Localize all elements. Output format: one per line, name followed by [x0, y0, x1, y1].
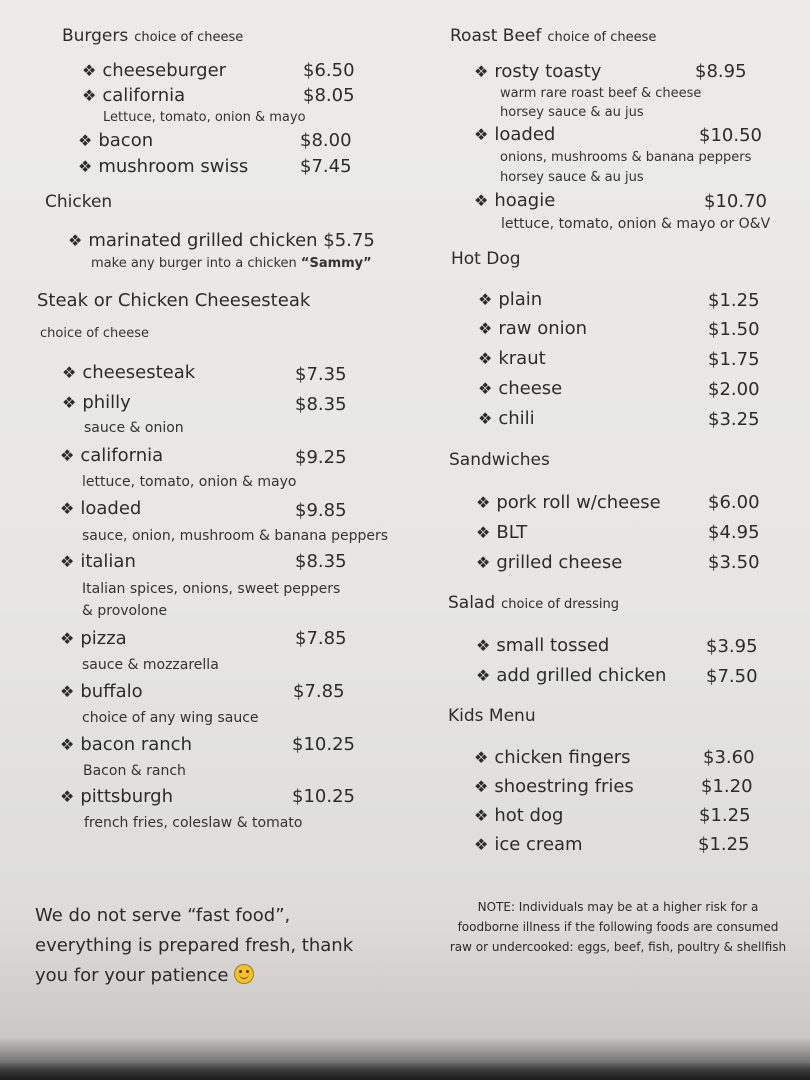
menu-item: ❖ bacon ranch	[60, 734, 192, 755]
bullet-icon: ❖	[478, 290, 493, 309]
bullet-icon: ❖	[474, 62, 489, 81]
menu-item: ❖ hot dog	[474, 805, 564, 826]
item-price: $2.00	[708, 379, 760, 400]
menu-item: ❖ plain	[478, 289, 543, 310]
item-price: $8.05	[303, 85, 355, 106]
bullet-icon: ❖	[474, 777, 489, 796]
bullet-icon: ❖	[60, 446, 75, 465]
item-description: Lettuce, tomato, onion & mayo	[103, 110, 306, 125]
item-price: $8.95	[695, 61, 747, 82]
menu-item: ❖ rosty toasty	[474, 61, 602, 82]
menu-item: ❖ philly	[62, 392, 131, 413]
item-description: sauce & onion	[84, 420, 184, 436]
menu-item: ❖ cheeseburger	[82, 60, 227, 81]
item-description: horsey sauce & au jus	[500, 170, 644, 185]
section-sandwiches-title: Sandwiches	[449, 450, 550, 470]
section-cheesesteak-subtitle: choice of cheese	[40, 326, 150, 341]
item-price: $3.95	[706, 636, 758, 657]
bullet-icon: ❖	[476, 636, 491, 655]
menu-item: ❖ pork roll w/cheese	[476, 492, 661, 513]
item-price: $1.25	[708, 290, 760, 311]
section-salad-title: Salad choice of dressing	[448, 593, 619, 613]
menu-item: ❖ chili	[478, 408, 535, 429]
item-price: $8.00	[300, 130, 352, 151]
menu-item: ❖ cheesesteak	[62, 362, 196, 383]
menu-item: ❖ shoestring fries	[474, 776, 634, 797]
item-description: Bacon & ranch	[83, 763, 186, 779]
item-description: choice of any wing sauce	[82, 710, 259, 726]
item-price: $1.25	[699, 805, 751, 826]
menu-item: ❖ kraut	[478, 348, 546, 369]
menu-item: ❖ loaded	[474, 124, 556, 145]
item-description: make any burger into a chicken “Sammy”	[91, 256, 372, 271]
bullet-icon: ❖	[478, 409, 493, 428]
item-price: $7.85	[293, 681, 345, 702]
menu-item: ❖ california	[82, 85, 186, 106]
menu-item: ❖ chicken fingers	[474, 747, 631, 768]
item-description: onions, mushrooms & banana peppers	[500, 150, 752, 165]
item-price: $1.20	[701, 776, 753, 797]
bullet-icon: ❖	[478, 379, 493, 398]
section-hotdog-title: Hot Dog	[451, 249, 521, 269]
bullet-icon: ❖	[476, 666, 491, 685]
menu-item: ❖ cheese	[478, 378, 563, 399]
item-description: horsey sauce & au jus	[500, 105, 644, 120]
footer-health-note	[443, 897, 793, 957]
menu-item: ❖ small tossed	[476, 635, 610, 656]
menu-item: ❖ raw onion	[478, 318, 588, 339]
bullet-icon: ❖	[82, 61, 97, 80]
item-price: $1.75	[708, 349, 760, 370]
menu-item: ❖ add grilled chicken	[476, 665, 667, 686]
item-price: $7.35	[295, 364, 347, 385]
item-description: & provolone	[82, 603, 168, 619]
bullet-icon: ❖	[62, 393, 77, 412]
bottom-shadow	[0, 1062, 810, 1080]
menu-item: ❖ loaded	[60, 498, 142, 519]
bullet-icon: ❖	[478, 319, 493, 338]
item-description: Italian spices, onions, sweet peppers	[82, 581, 341, 597]
bullet-icon: ❖	[474, 835, 489, 854]
item-description: warm rare roast beef & cheese	[500, 86, 702, 101]
item-price: $8.35	[295, 551, 347, 572]
section-burgers-title: Burgers choice of cheese	[62, 26, 244, 46]
item-description: lettuce, tomato, onion & mayo	[82, 474, 297, 490]
health-note-line: NOTE: Individuals may be at a higher risk for a	[477, 900, 759, 914]
menu-item: ❖ mushroom swiss	[78, 156, 249, 177]
menu-item: ❖ buffalo	[60, 681, 143, 702]
health-note-line: raw or undercooked: eggs, beef, fish, poultry & shellfish	[449, 940, 787, 954]
bullet-icon: ❖	[82, 86, 97, 105]
menu-item: ❖ california	[60, 445, 164, 466]
item-price: $1.50	[708, 319, 760, 340]
bullet-icon: ❖	[474, 748, 489, 767]
item-description: sauce & mozzarella	[82, 657, 219, 673]
section-chicken-title: Chicken	[45, 192, 113, 212]
menu-item: ❖ italian	[60, 551, 136, 572]
item-price: $3.25	[708, 409, 760, 430]
footer-fresh-note: We do not serve “fast food”, everything is prepared fresh, thank you for your patience	[35, 905, 354, 986]
item-price: $9.25	[295, 447, 347, 468]
item-price: $10.25	[292, 786, 355, 807]
bullet-icon: ❖	[60, 787, 75, 806]
smiley-icon	[234, 964, 254, 984]
bullet-icon: ❖	[62, 363, 77, 382]
bullet-icon: ❖	[60, 735, 75, 754]
section-roastbeef-subtitle: choice of cheese	[547, 30, 657, 45]
item-price: $8.35	[295, 394, 347, 415]
bullet-icon: ❖	[476, 493, 491, 512]
menu-item: ❖ BLT	[476, 522, 528, 543]
item-price: $3.60	[703, 747, 755, 768]
health-note-line: foodborne illness if the following foods are consumed	[457, 920, 779, 934]
section-cheesesteak-title: Steak or Chicken Cheesesteak	[37, 290, 311, 311]
item-price: $7.45	[300, 156, 352, 177]
section-kids-title: Kids Menu	[448, 706, 536, 726]
item-price: $4.95	[708, 522, 760, 543]
menu-item: ❖ ice cream	[474, 834, 583, 855]
menu-item: ❖ pittsburgh	[60, 786, 174, 807]
item-price: $7.50	[706, 666, 758, 687]
item-price: $7.85	[295, 628, 347, 649]
bullet-icon: ❖	[78, 157, 93, 176]
section-roastbeef-title: Roast Beef choice of cheese	[450, 26, 657, 46]
bullet-icon: ❖	[474, 806, 489, 825]
item-description: sauce, onion, mushroom & banana peppers	[82, 528, 389, 544]
bullet-icon: ❖	[68, 231, 83, 250]
bullet-icon: ❖	[478, 349, 493, 368]
menu-item: ❖ hoagie	[474, 190, 556, 211]
bullet-icon: ❖	[60, 499, 75, 518]
item-price: $3.50	[708, 552, 760, 573]
section-salad-subtitle: choice of dressing	[501, 597, 619, 612]
item-price: $10.70	[704, 191, 767, 212]
item-price: $10.25	[292, 734, 355, 755]
bullet-icon: ❖	[474, 191, 489, 210]
item-description: french fries, coleslaw & tomato	[84, 815, 303, 831]
item-price: $9.85	[295, 500, 347, 521]
menu-item: ❖ grilled cheese	[476, 552, 623, 573]
bullet-icon: ❖	[60, 682, 75, 701]
bullet-icon: ❖	[60, 629, 75, 648]
menu-item: ❖ bacon	[78, 130, 154, 151]
section-burgers-subtitle: choice of cheese	[134, 30, 244, 45]
menu-item: ❖ marinated grilled chicken $5.75	[68, 230, 375, 251]
item-price: $6.50	[303, 60, 355, 81]
item-price: $10.50	[699, 125, 762, 146]
bullet-icon: ❖	[476, 523, 491, 542]
bullet-icon: ❖	[78, 131, 93, 150]
item-price: $6.00	[708, 492, 760, 513]
bullet-icon: ❖	[474, 125, 489, 144]
item-price: $1.25	[698, 834, 750, 855]
item-description: lettuce, tomato, onion & mayo or O&V	[501, 216, 771, 232]
bullet-icon: ❖	[60, 552, 75, 571]
menu-item: ❖ pizza	[60, 628, 127, 649]
bullet-icon: ❖	[476, 553, 491, 572]
